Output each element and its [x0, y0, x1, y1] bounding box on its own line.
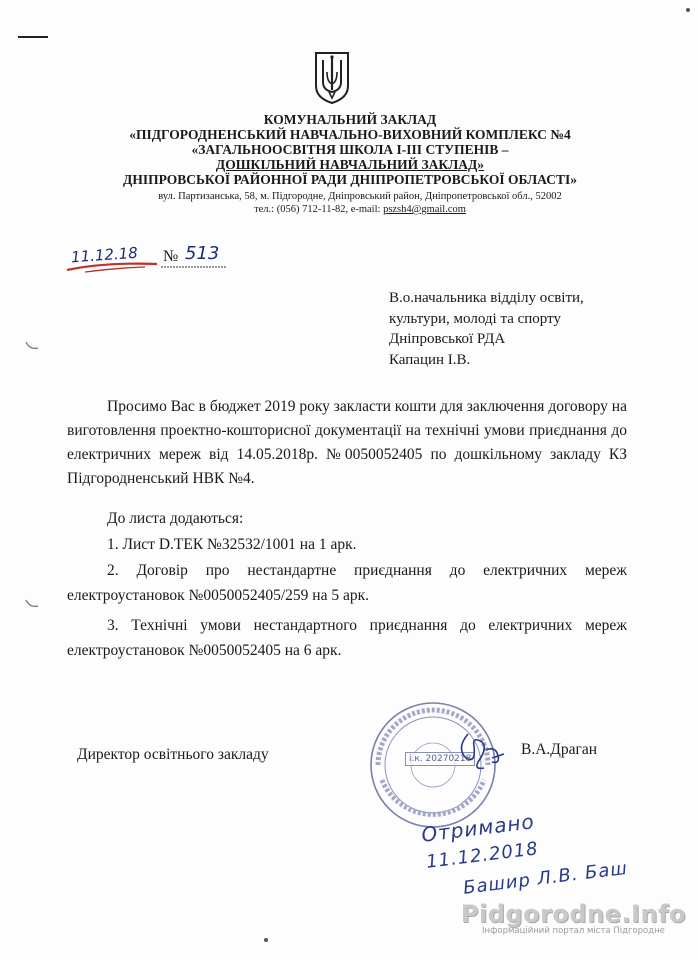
attachment-item-2: 2. Договір про нестандартне приєднання до електричних мереж [107, 562, 627, 579]
addressee-line: Капацин І.В. [389, 351, 471, 368]
scan-hole-mark [24, 598, 40, 610]
letterhead-phone: тел.: (056) 712-11-82, e-mail: [254, 204, 381, 215]
letterhead-contacts [100, 203, 620, 216]
attachment-item-3-cont: електроустановок №0050052405 на 6 арк. [67, 642, 342, 659]
letterhead-line-5: ДНІПРОВСЬКОЇ РАЙОННОЇ РАДИ ДНІПРОПЕТРОВСЬКОЇ ОБЛАСТІ» [123, 172, 577, 187]
date-underline-stroke [65, 258, 165, 276]
handwritten-received-note: Отримано [420, 809, 536, 847]
scan-hole-mark [24, 340, 40, 352]
registration-number: 513 [185, 243, 220, 264]
registration-date: 11.12.18 [70, 243, 139, 267]
registration-number-label: № [163, 248, 179, 265]
addressee-line: культури, молоді та спорту [389, 310, 561, 327]
attachment-item-1: 1. Лист D.ТЕК №32532/1001 на 1 арк. [107, 536, 357, 553]
attachment-item-2-cont: електроустановок №0050052405/259 на 5 арк. [67, 587, 370, 604]
letterhead-line-3: «ЗАГАЛЬНООСВІТНЯ ШКОЛА І-ІІІ СТУПЕНІВ – [191, 142, 509, 157]
handwritten-received-date: 11.12.2018 [425, 838, 540, 873]
coat-of-arms-icon [315, 52, 349, 104]
signatory-name: В.А.Драган [521, 741, 598, 758]
letterhead-line-1: КОМУНАЛЬНИЙ ЗАКЛАД [263, 112, 437, 127]
number-underline [161, 264, 231, 270]
letter-body-paragraph: Просимо Вас в бюджет 2019 року закласти кошти для заключення договору на виготовлення проектно-кошторисної документації на технічні умови приєднання до електричних мереж від 14.05.2018р. №0050052405 по дошкільному закладу КЗ Підгородненський НВК №4. [67, 398, 627, 487]
watermark-subtitle: Інформаційний портал міста Підгородне [482, 926, 665, 936]
addressee-block [389, 288, 584, 370]
signatory-title: Директор освітнього закладу [77, 746, 269, 763]
attachments-intro: До листа додаються: [107, 510, 244, 527]
scan-dot [686, 8, 690, 12]
corner-dash-mark [18, 36, 48, 38]
attachment-item-3: 3. Технічні умови нестандартного приєднання до електричних мереж [107, 617, 627, 634]
site-watermark [461, 900, 686, 936]
stamp-id-code: і.к. 20270218 [405, 752, 475, 766]
letterhead-email: pszsh4@gmail.com [383, 204, 466, 215]
addressee-line: Дніпровської РДА [389, 331, 506, 347]
handwritten-received-by: Башир Л.В. Баш [462, 857, 629, 899]
letterhead-address: вул. Партизанська, 58, м. Підгородне, Дніпровський район, Дніпропетровської обл., 52002 [158, 191, 562, 202]
scan-dot [264, 938, 268, 942]
handwritten-signature [448, 728, 508, 773]
letterhead-line-4: ДОШКІЛЬНИЙ НАВЧАЛЬНИЙ ЗАКЛАД» [215, 157, 485, 172]
letterhead-line-2: «ПІДГОРОДНЕНСЬКИЙ НАВЧАЛЬНО-ВИХОВНИЙ КОМПЛЕКС №4 [129, 127, 571, 142]
addressee-line: В.о.начальника відділу освіти, [389, 290, 584, 306]
registration-block [65, 240, 265, 276]
watermark-title: Pidgorodne.Info [460, 900, 686, 928]
